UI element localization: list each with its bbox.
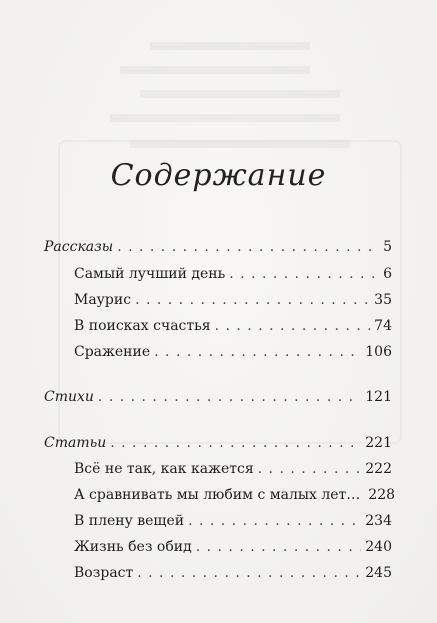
toc-entry-page: 5 [383, 239, 392, 255]
toc-entry-label: В поисках счастья [74, 318, 211, 334]
toc-entry-label: В плену вещей [74, 513, 185, 529]
toc-entry-page: 222 [365, 461, 392, 477]
page-title: Содержание [110, 158, 327, 193]
show-through-line [150, 42, 310, 50]
toc-entry-page: 121 [365, 389, 392, 405]
toc-leader-dots [135, 289, 370, 311]
toc-leader-dots [196, 536, 362, 558]
toc-entry[interactable] [74, 484, 396, 506]
toc-entry[interactable] [74, 458, 392, 480]
toc-leader-dots [188, 510, 361, 532]
toc-entry-page: 6 [383, 266, 392, 282]
toc-entry-label: Самый лучший день [74, 266, 226, 282]
toc-leader-dots [110, 432, 361, 454]
toc-leader-dots [137, 562, 361, 584]
toc-entry-page: 221 [365, 435, 392, 451]
toc-leader-dots [215, 315, 371, 337]
toc-entry-label: А сравнивать мы любим с малых лет… [74, 487, 361, 503]
show-through-line [140, 90, 340, 98]
toc-entry[interactable] [74, 289, 392, 311]
toc-entry-page: 106 [365, 344, 392, 360]
show-through-line [120, 66, 310, 74]
toc-entry[interactable] [44, 236, 392, 258]
toc-entry[interactable] [74, 263, 392, 285]
toc-entry-label: Жизнь без обид [74, 539, 192, 555]
toc-entry-label: Рассказы [44, 239, 114, 255]
show-through-line [130, 140, 350, 148]
toc-leader-dots [154, 341, 361, 363]
show-through-line [110, 114, 340, 122]
toc-entry[interactable] [74, 341, 392, 363]
toc-entry[interactable] [74, 315, 392, 337]
toc-leader-dots [258, 458, 362, 480]
toc-leader-dots [98, 386, 361, 408]
toc-entry-label: Сражение [74, 344, 151, 360]
toc-entry[interactable] [44, 386, 392, 408]
toc-entry-page: 245 [365, 565, 392, 581]
toc-entry[interactable] [74, 536, 392, 558]
toc-entry-page: 234 [365, 513, 392, 529]
toc-entry-page: 74 [374, 318, 392, 334]
toc-entry-label: Стихи [44, 389, 94, 405]
toc-entry-page: 240 [365, 539, 392, 555]
toc-entry-label: Статьи [44, 435, 107, 451]
toc-entry-page: 228 [368, 487, 396, 503]
toc-leader-dots [117, 236, 379, 258]
toc-entry-label: Маурис [74, 292, 132, 308]
toc-entry-page: 35 [374, 292, 392, 308]
toc-entry-label: Всё не так, как кажется [74, 461, 254, 477]
toc-entry[interactable] [74, 510, 392, 532]
toc-leader-dots [229, 263, 379, 285]
toc-entry[interactable] [74, 562, 392, 584]
toc-entry[interactable] [44, 432, 392, 454]
toc-entry-label: Возраст [74, 565, 134, 581]
